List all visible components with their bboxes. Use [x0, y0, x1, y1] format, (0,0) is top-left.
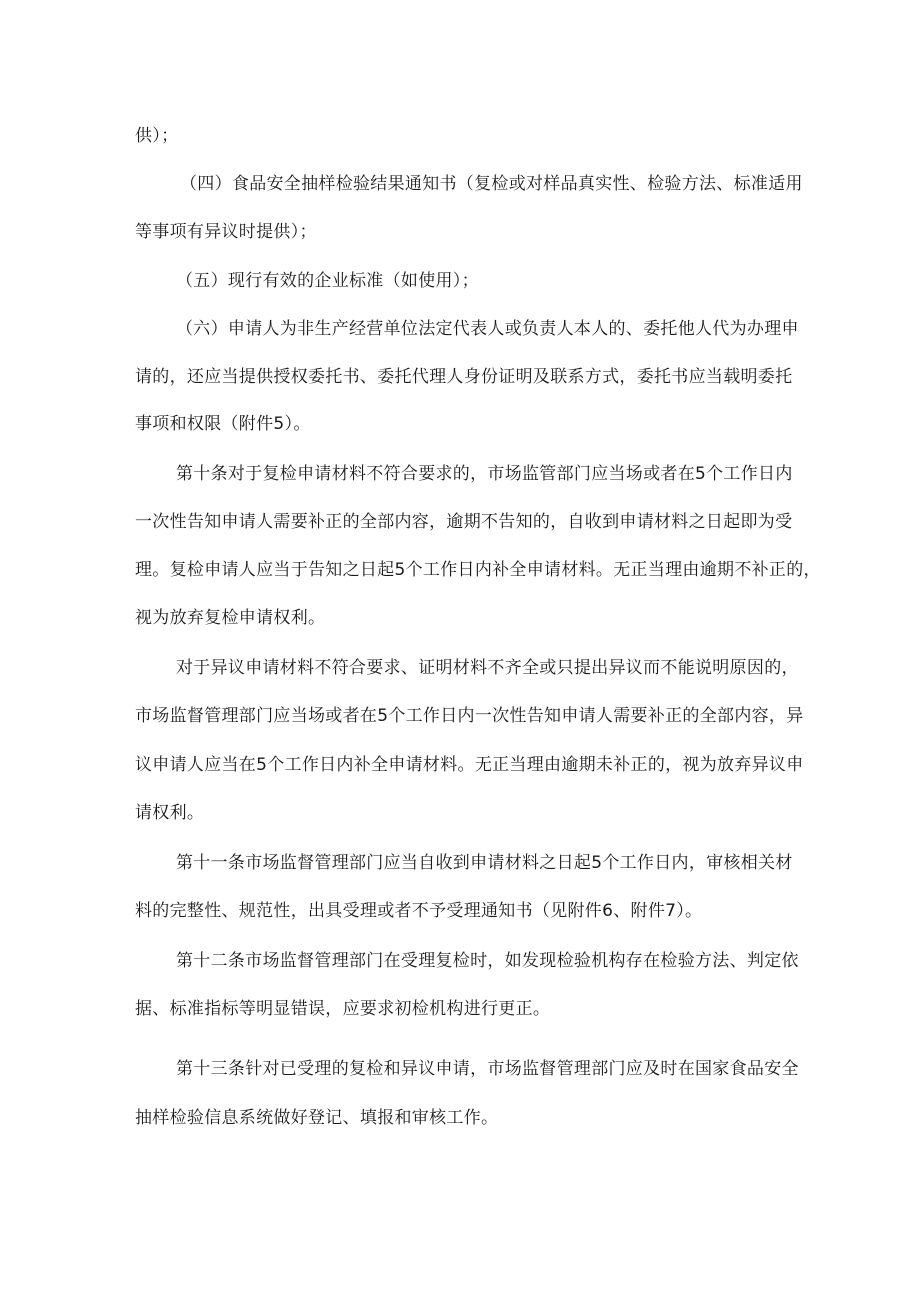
- text-line: 事项和权限（附件5）。: [135, 414, 311, 434]
- text-line: 抽样检验信息系统做好登记、填报和审核工作。: [135, 1108, 499, 1128]
- text-line: 供）；: [135, 126, 179, 146]
- text-line: 市场监督管理部门应当场或者在5个工作日内一次性告知申请人需要补正的全部内容，异: [135, 706, 804, 726]
- text-line: 第十条对于复检申请材料不符合要求的，市场监管部门应当场或者在5个工作日内: [176, 464, 793, 484]
- text-line: 第十二条市场监督管理部门在受理复检时，如发现检验机构存在检验方法、判定依: [176, 951, 799, 971]
- text-line: 等事项有异议时提供）；: [135, 222, 317, 242]
- text-line: 据、标准指标等明显错误，应要求初检机构进行更正。: [135, 999, 551, 1019]
- text-line: 对于异议申请材料不符合要求、证明材料不齐全或只提出异议而不能说明原因的，: [176, 658, 799, 678]
- text-line: 视为放弃复检申请权利。: [135, 608, 326, 628]
- text-line: （六）申请人为非生产经营单位法定代表人或负责人本人的、委托他人代为办理申: [176, 319, 799, 339]
- text-line: 请的，还应当提供授权委托书、委托代理人身份证明及联系方式，委托书应当载明委托: [135, 367, 793, 387]
- text-line: 料的完整性、规范性，出具受理或者不予受理通知书（见附件6、附件7）。: [135, 901, 703, 921]
- text-line: 议申请人应当在5个工作日内补全申请材料。无正当理由逾期未补正的，视为放弃异议申: [135, 755, 804, 775]
- text-line: 理。复检申请人应当于告知之日起5个工作日内补全申请材料。无正当理由逾期不补正的，: [135, 560, 821, 580]
- text-line: 请权利。: [135, 803, 205, 823]
- text-line: 第十三条针对已受理的复检和异议申请，市场监督管理部门应及时在国家食品安全: [176, 1059, 799, 1079]
- text-line: （五）现行有效的企业标准（如使用）；: [176, 271, 479, 291]
- text-line: 一次性告知申请人需要补正的全部内容，逾期不告知的，自收到申请材料之日起即为受: [135, 512, 793, 532]
- text-line: （四）食品安全抽样检验结果通知书（复检或对样品真实性、检验方法、标准适用: [180, 174, 803, 194]
- text-line: 第十一条市场监督管理部门应当自收到申请材料之日起5个工作日内，审核相关材: [176, 853, 793, 873]
